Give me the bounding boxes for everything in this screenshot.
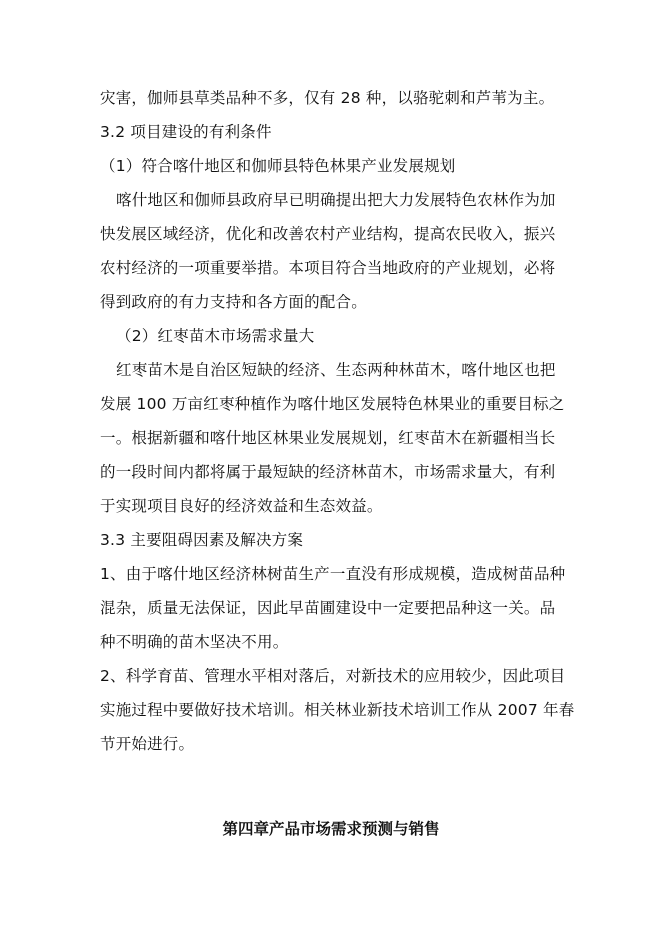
text-line-5: 快发展区域经济，优化和改善农村产业结构，提高农民收入，振兴	[100, 225, 556, 243]
text-line-1: 灾害，伽师县草类品种不多，仅有 28 种，以骆驼刺和芦苇为主。	[100, 89, 555, 107]
text-line-10: 发展 100 万亩红枣种植作为喀什地区发展特色林果业的重要目标之	[100, 395, 565, 413]
subsection-heading-1: （1）符合喀什地区和伽师县特色林果产业发展规划	[100, 157, 456, 175]
text-line-6: 农村经济的一项重要举措。本项目符合当地政府的产业规划，必将	[100, 259, 556, 277]
section-heading-3-2: 3.2 项目建设的有利条件	[100, 123, 272, 141]
section-heading-3-3: 3.3 主要阻碍因素及解决方案	[100, 531, 304, 549]
chapter-title: 第四章产品市场需求预测与销售	[222, 820, 440, 838]
text-line-15: 1、由于喀什地区经济林树苗生产一直没有形成规模，造成树苗品种	[100, 565, 566, 583]
text-line-4: 喀什地区和伽师县政府早已明确提出把大力发展特色农林作为加	[116, 191, 556, 209]
text-line-13: 于实现项目良好的经济效益和生态效益。	[100, 497, 383, 515]
subsection-heading-2: （2）红枣苗木市场需求量大	[116, 327, 315, 345]
text-line-7: 得到政府的有力支持和各方面的配合。	[100, 293, 367, 311]
text-line-17: 种不明确的苗木坚决不用。	[100, 633, 289, 651]
text-line-19: 实施过程中要做好技术培训。相关林业新技术培训工作从 2007 年春	[100, 701, 575, 719]
text-line-20: 节开始进行。	[100, 735, 195, 753]
text-line-11: 一。根据新疆和喀什地区林果业发展规划，红枣苗木在新疆相当长	[100, 429, 556, 447]
text-line-9: 红枣苗木是自治区短缺的经济、生态两种林苗木，喀什地区也把	[116, 361, 556, 379]
text-line-16: 混杂，质量无法保证，因此早苗圃建设中一定要把品种这一关。品	[100, 599, 556, 617]
text-line-18: 2、科学育苗、管理水平相对落后，对新技术的应用较少，因此项目	[100, 667, 566, 685]
text-line-12: 的一段时间内都将属于最短缺的经济林苗木，市场需求量大，有利	[100, 463, 556, 481]
